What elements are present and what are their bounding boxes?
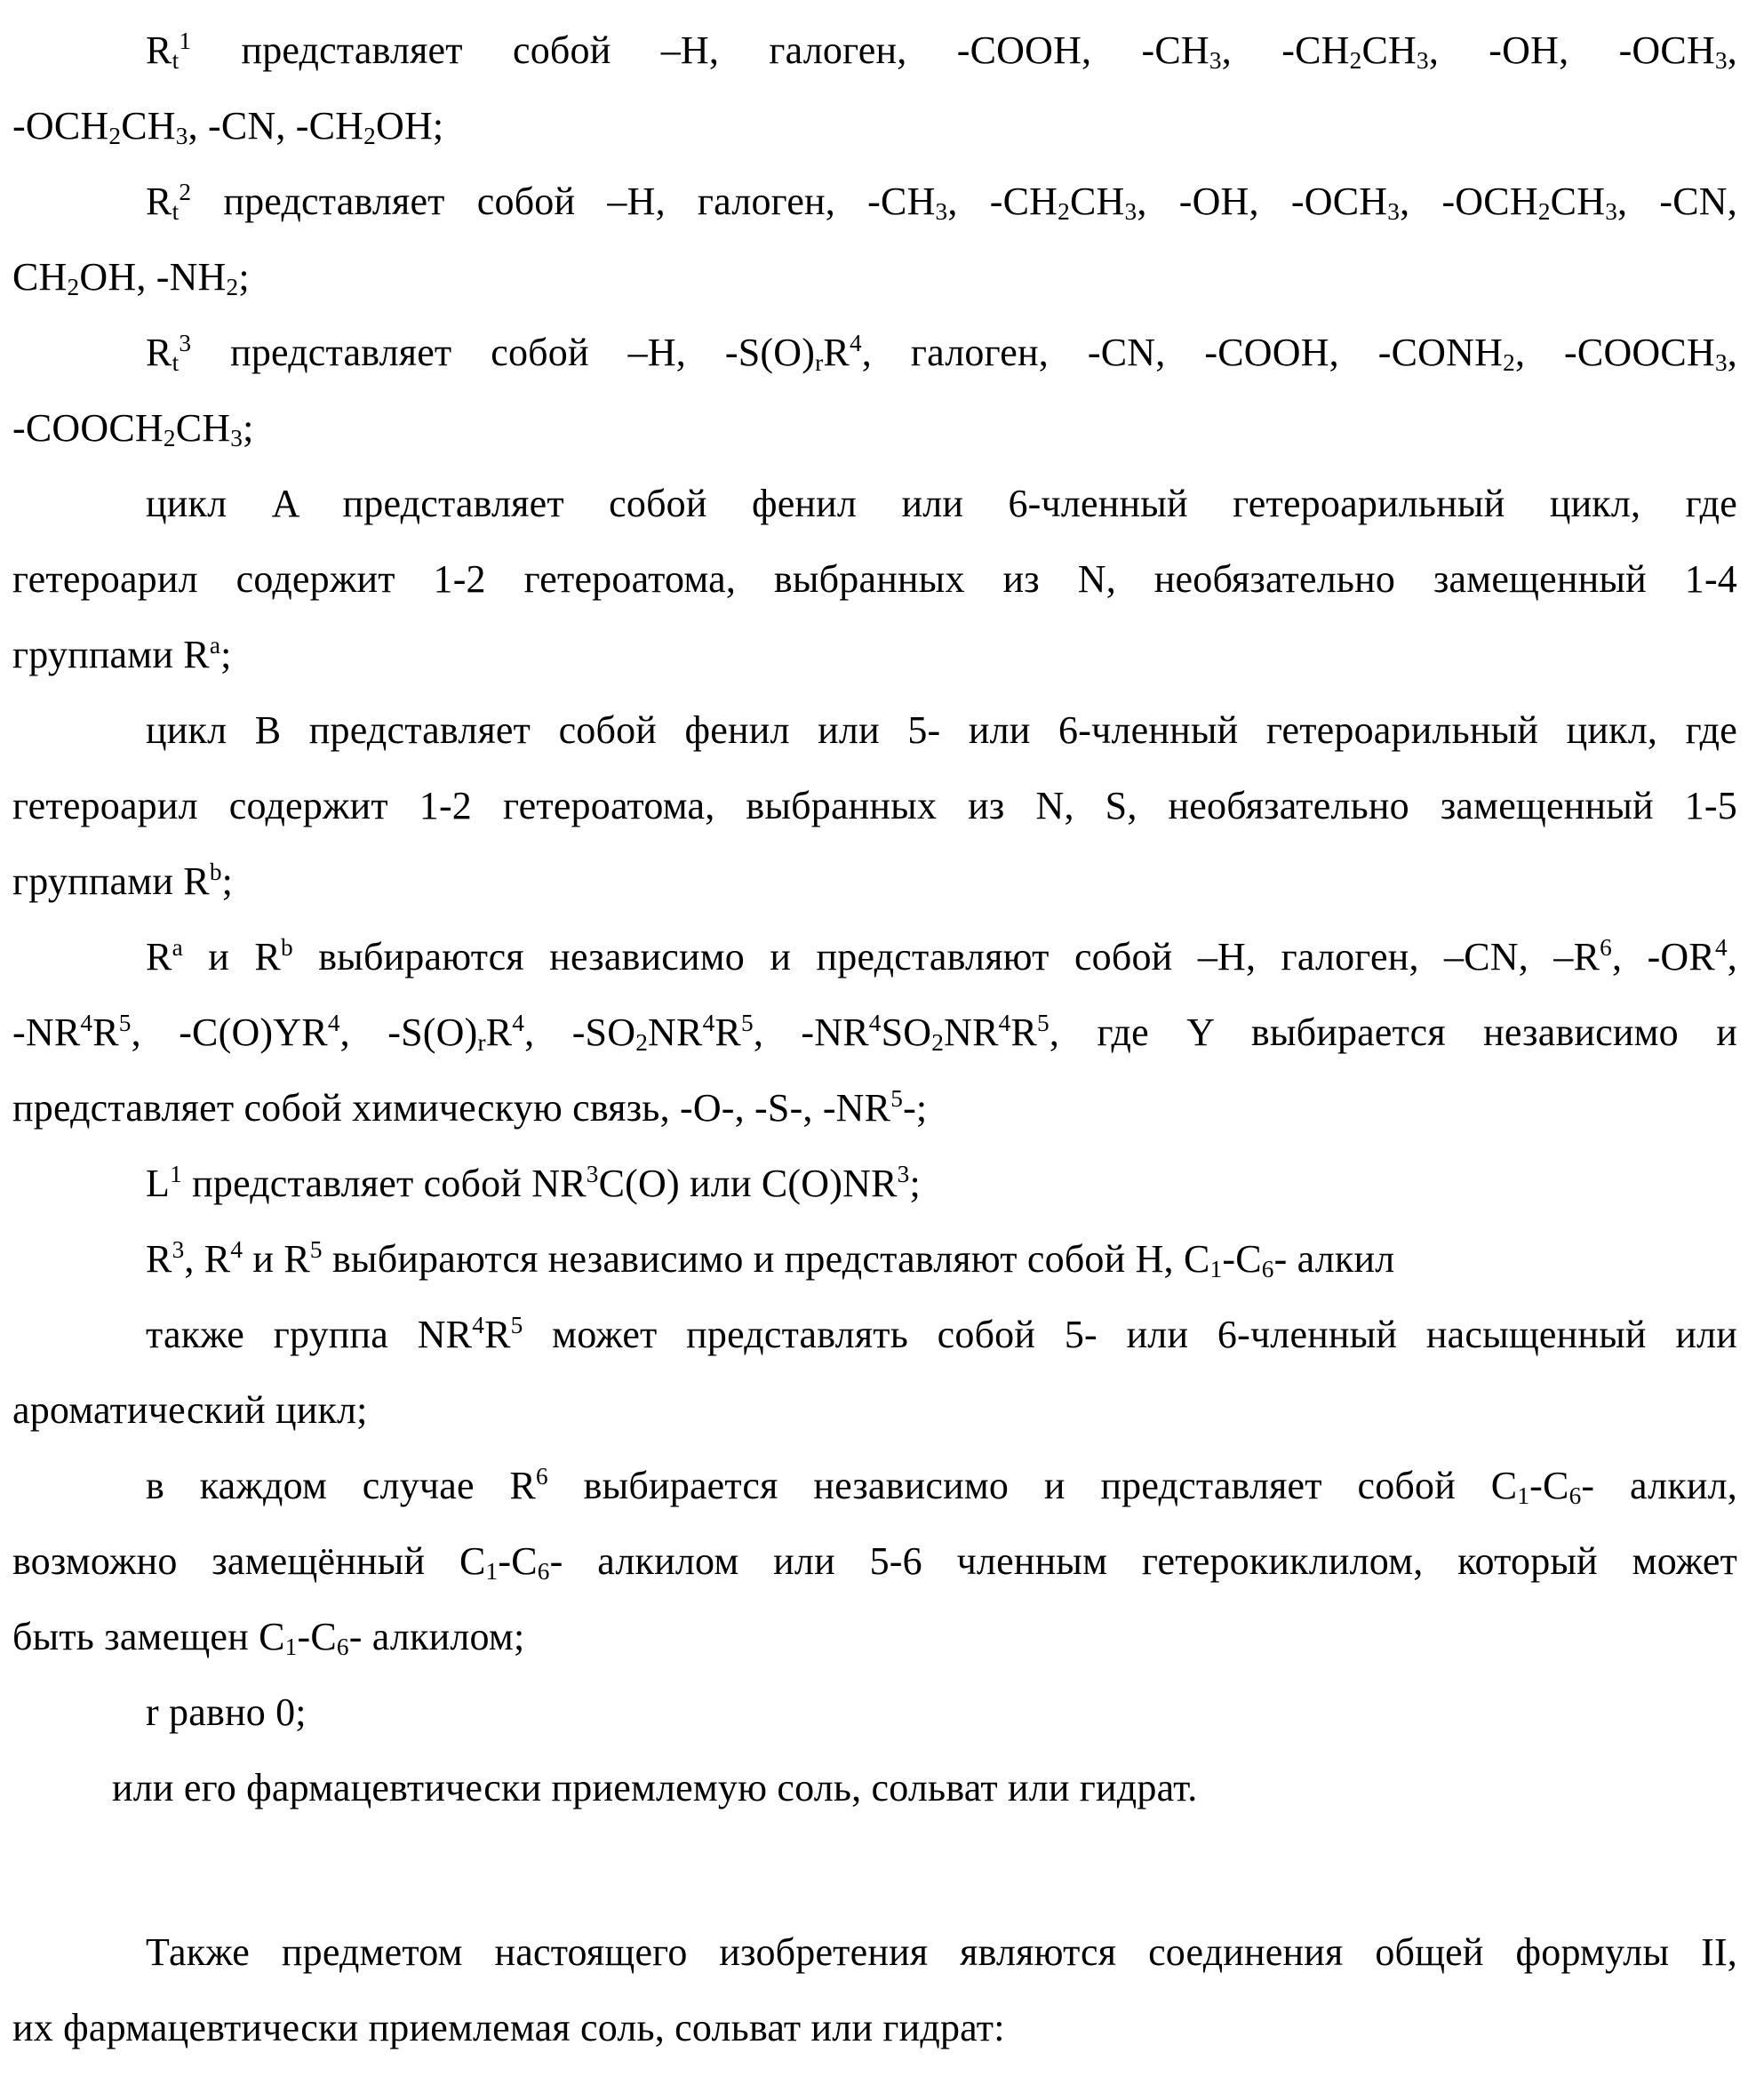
- text-line: представляет собой химическую связь, -O-, -S-, $-NR^5-$;: [12, 1085, 928, 1130]
- text-line: $L^1$ представляет собой $NR^3C(O)$ или $C(O)NR^3$;: [146, 1161, 921, 1205]
- text-line: также группа $NR^4R^5$ может представлять собой 5- или 6-членный насыщенный или: [146, 1312, 1737, 1356]
- text-line: ароматический цикл;: [12, 1388, 368, 1432]
- text-line: группами $R^b$;: [12, 859, 234, 903]
- text-line: $R_t^3$ представляет собой –H, $-S(O)_rR^4$, галоген, -CN, -COOH, $-CONH_2$, $-COOCH_3$,: [146, 330, 1737, 376]
- text-line: цикл A представляет собой фенил или 6-членный гетероарильный цикл, где: [146, 482, 1737, 525]
- text-line: $R_t^1$ представляет собой –H, галоген, -COOH, $-CH_3$, $-CH_2CH_3$, -OH, $-OCH_3$,: [146, 28, 1737, 74]
- text-line: Также предметом настоящего изобретения являются соединения общей формулы II,: [146, 1930, 1737, 1974]
- text-line: их фармацевтически приемлемая соль, сольват или гидрат:: [12, 2006, 1005, 2049]
- text-line: цикл B представляет собой фенил или 5- или 6-членный гетероарильный цикл, где: [146, 708, 1737, 752]
- text-line: в каждом случае $R^6$ выбирается независимо и представляет собой $C_1-C_6-$ алкил,: [146, 1463, 1738, 1509]
- text-line: гетероарил содержит 1-2 гетероатома, выбранных из N, необязательно замещенный 1-4: [12, 557, 1737, 601]
- text-line: группами $R^a$;: [12, 632, 232, 676]
- text-line: $R^3$, $R^4$ и $R^5$ выбираются независимо и представляют собой H, $C_1-C_6-$ алкил: [146, 1236, 1395, 1282]
- text-line: возможно замещённый $C_1-C_6-$ алкилом или 5-6 членным гетерокиклилом, который может: [12, 1539, 1737, 1585]
- text-line: $R^a$ и $R^b$ выбираются независимо и представляют собой –H, галоген, –CN, $-R^6$, $-OR^4$,: [146, 934, 1737, 979]
- paragraph-gap: [12, 1825, 1737, 1914]
- text-line: $CH_2OH$, $-NH_2$;: [12, 255, 250, 300]
- text-line: или его фармацевтически приемлемую соль, сольват или гидрат.: [112, 1766, 1198, 1809]
- text-line: $-COOCH_2CH_3$;: [12, 406, 254, 451]
- text-line: $R_t^2$ представляет собой –H, галоген, $-CH_3$, $-CH_2CH_3$, -OH, $-OCH_3$, $-OCH_2CH_3$, -CN,: [146, 179, 1737, 225]
- text-line: гетероарил содержит 1-2 гетероатома, выбранных из N, S, необязательно замещенный 1-5: [12, 784, 1737, 827]
- text-line: r равно 0;: [146, 1690, 307, 1734]
- text-line: быть замещен $C_1-C_6-$ алкилом;: [12, 1615, 525, 1660]
- text-line: $-NR^4R^5$, $-C(O)YR^4$, $-S(O)_rR^4$, $-SO_2NR^4R^5$, $-NR^4SO_2NR^4R^5$, где Y выбирается независимо и: [12, 1010, 1737, 1056]
- text-line: $-OCH_2CH_3$, -CN, $-CH_2OH$;: [12, 104, 444, 149]
